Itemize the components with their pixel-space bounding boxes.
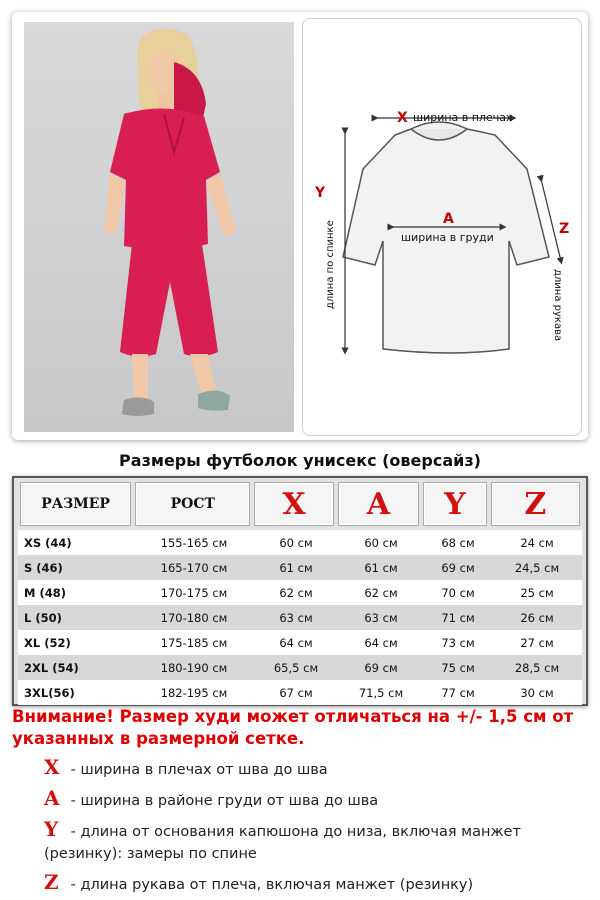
cell-y: 77 см <box>441 685 475 700</box>
tshirt-measurement-diagram <box>303 19 583 437</box>
legend-letter: A <box>44 786 60 810</box>
cell-y: 75 см <box>441 660 475 675</box>
model-photo <box>24 22 294 432</box>
cell-height: 155-165 см <box>160 535 228 550</box>
cell-z: 30 см <box>520 685 554 700</box>
cell-size: M (48) <box>24 585 66 600</box>
x-label: ширина в плечах <box>413 111 513 124</box>
cell-height: 170-175 см <box>160 585 228 600</box>
z-label: длина рукава <box>552 269 563 342</box>
table-row <box>18 555 582 580</box>
cell-a: 60 см <box>364 535 398 550</box>
legend-letter: Z <box>44 870 59 894</box>
legend-item-a <box>44 787 564 812</box>
size-table <box>12 476 588 706</box>
cell-height: 175-185 см <box>160 635 228 650</box>
cell-x: 64 см <box>279 635 313 650</box>
cell-a: 62 см <box>364 585 398 600</box>
product-image-card <box>12 12 588 440</box>
cell-height: 165-170 см <box>160 560 228 575</box>
cell-x: 60 см <box>279 535 313 550</box>
cell-a: 61 см <box>364 560 398 575</box>
cell-x: 65,5 см <box>273 660 319 675</box>
cell-y: 68 см <box>441 535 475 550</box>
legend-item-y <box>44 818 564 865</box>
cell-z: 27 см <box>520 635 554 650</box>
table-row <box>18 530 582 555</box>
cell-z: 26 см <box>520 610 554 625</box>
cell-size: 3XL(56) <box>24 685 75 700</box>
header-height: РОСТ <box>135 482 250 526</box>
header-z: Z <box>491 482 580 526</box>
a-letter: A <box>443 211 454 227</box>
cell-x: 61 см <box>279 560 313 575</box>
cell-size: XS (44) <box>24 535 72 550</box>
cell-x: 63 см <box>279 610 313 625</box>
table-row <box>18 580 582 605</box>
cell-height: 182-195 см <box>160 685 228 700</box>
size-diagram <box>302 18 582 436</box>
y-letter: Y <box>315 185 326 201</box>
y-label: длина по спинке <box>325 220 336 309</box>
cell-y: 71 см <box>441 610 475 625</box>
cell-a: 64 см <box>364 635 398 650</box>
cell-z: 25 см <box>520 585 554 600</box>
cell-y: 70 см <box>441 585 475 600</box>
cell-height: 170-180 см <box>160 610 228 625</box>
table-row <box>18 605 582 630</box>
legend-letter: Y <box>44 817 59 841</box>
cell-x: 67 см <box>279 685 313 700</box>
size-chart-title: Размеры футболок унисекс (оверсайз) <box>119 451 481 470</box>
table-row <box>18 680 582 705</box>
table-body <box>18 530 582 705</box>
cell-y: 73 см <box>441 635 475 650</box>
cell-a: 69 см <box>364 660 398 675</box>
cell-size: 2XL (54) <box>24 660 79 675</box>
cell-z: 28,5 см <box>514 660 560 675</box>
legend-text: - длина от основания капюшона до низа, включая манжет (резинку): замеры по спине <box>44 824 521 862</box>
cell-z: 24,5 см <box>514 560 560 575</box>
header-y: Y <box>423 482 487 526</box>
header-x: X <box>254 482 333 526</box>
cell-y: 69 см <box>441 560 475 575</box>
legend-letter: X <box>44 755 60 779</box>
model-in-pink-outfit-image <box>24 22 294 432</box>
a-label: ширина в груди <box>401 231 494 244</box>
table-header <box>20 482 580 526</box>
legend-text: - ширина в районе груди от шва до шва <box>66 793 379 809</box>
header-a: A <box>338 482 419 526</box>
size-warning: Внимание! Размер худи может отличаться на +/- 1,5 см от указанных в размерной сетке. <box>12 707 574 748</box>
legend-item-z <box>44 871 564 896</box>
cell-z: 24 см <box>520 535 554 550</box>
z-letter: Z <box>559 221 570 237</box>
cell-a: 71,5 см <box>358 685 404 700</box>
cell-size: S (46) <box>24 560 63 575</box>
table-row <box>18 655 582 680</box>
cell-size: L (50) <box>24 610 62 625</box>
cell-size: XL (52) <box>24 635 71 650</box>
cell-a: 63 см <box>364 610 398 625</box>
cell-height: 180-190 см <box>160 660 228 675</box>
cell-x: 62 см <box>279 585 313 600</box>
legend-item-x <box>44 756 564 781</box>
legend-text: - ширина в плечах от шва до шва <box>66 762 328 778</box>
x-letter: X <box>397 110 408 126</box>
measurement-legend <box>44 756 564 900</box>
legend-text: - длина рукава от плеча, включая манжет (резинку) <box>66 877 474 893</box>
table-row <box>18 630 582 655</box>
header-size: РАЗМЕР <box>20 482 131 526</box>
